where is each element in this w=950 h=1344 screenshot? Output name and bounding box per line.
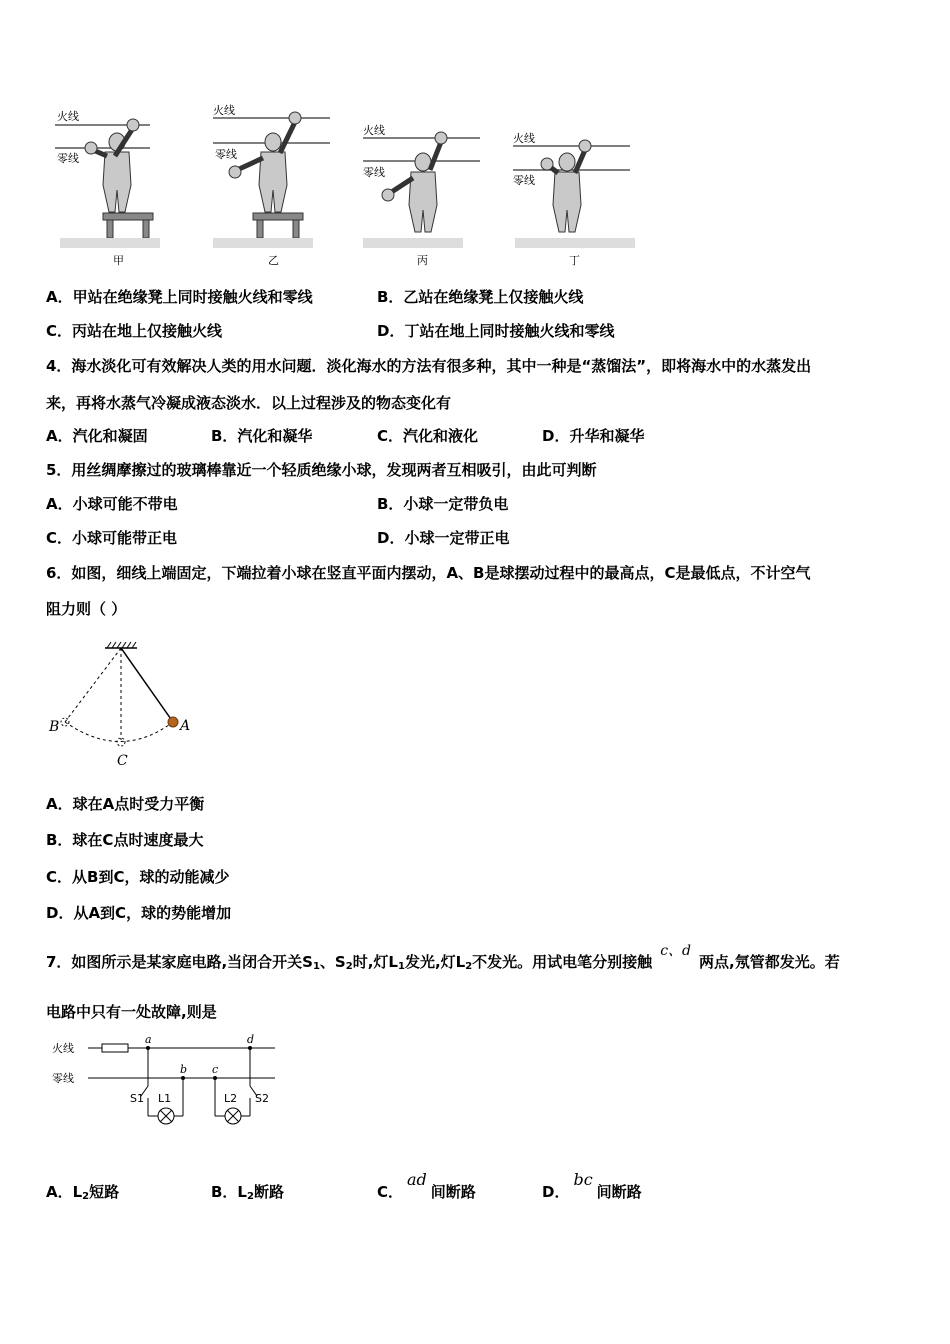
q3-label-neutral-2: 零线	[215, 148, 237, 161]
q7-points: c、d	[660, 943, 691, 959]
q7-option-b-suffix: 断路	[253, 1183, 284, 1201]
q7-option-a-prefix: A．L	[46, 1183, 83, 1201]
q4-option-c[interactable]: C．汽化和液化	[377, 427, 479, 445]
person-bing-figure	[363, 123, 480, 267]
circuit-label-d: d	[247, 1033, 255, 1046]
q7-sub3: 1	[397, 961, 405, 972]
person-ding-figure	[513, 131, 635, 267]
q6-stem-line2: 阻力则（ ）	[46, 600, 127, 618]
circuit-label-s1: S1	[130, 1092, 144, 1105]
q7-stem-part6: 两点,氖管都发光。若	[699, 953, 840, 971]
q7-option-d[interactable]	[542, 1170, 642, 1202]
q7-option-d-suffix: 间断路	[596, 1183, 642, 1201]
q7-option-c-var: ad	[407, 1170, 427, 1189]
q3-label-neutral-1: 零线	[57, 152, 79, 165]
q7-option-b[interactable]	[211, 1181, 284, 1202]
q4-option-d[interactable]: D．升华和凝华	[542, 427, 645, 445]
q6-option-c[interactable]: C．从B到C，球的动能减少	[46, 868, 230, 886]
pendulum-label-b: B	[49, 719, 60, 735]
q7-sub4: 2	[465, 961, 473, 972]
q7-option-b-prefix: B．L	[211, 1183, 247, 1201]
q7-stem-part4: 发光,灯L	[404, 953, 466, 971]
circuit-label-s2: S2	[255, 1092, 269, 1105]
person-jia-figure	[55, 109, 160, 267]
q3-option-c[interactable]: C．丙站在地上仅接触火线	[46, 322, 223, 340]
q3-label-live-1: 火线	[57, 110, 79, 123]
circuit-label-l1: L1	[158, 1092, 172, 1105]
q5-option-a[interactable]: A．小球可能不带电	[46, 495, 178, 513]
pendulum-label-a: A	[180, 718, 191, 734]
q3-label-neutral-3: 零线	[363, 166, 385, 179]
q7-stem-part2: 、S	[319, 953, 346, 971]
q7-stem-part3: 时,灯L	[352, 953, 398, 971]
q6-option-d[interactable]: D．从A到C，球的势能增加	[46, 904, 232, 922]
q3-label-live-2: 火线	[213, 104, 235, 117]
q4-option-b[interactable]: B．汽化和凝华	[211, 427, 313, 445]
pendulum-figure	[45, 636, 205, 771]
q7-stem-line2: 电路中只有一处故障,则是	[46, 1003, 217, 1021]
circuit-label-a: a	[145, 1033, 152, 1046]
q7-option-b-sub: 2	[247, 1191, 254, 1202]
q7-sub1: 1	[312, 961, 320, 972]
circuit-label-b: b	[180, 1063, 188, 1076]
q5-option-d[interactable]: D．小球一定带正电	[377, 529, 510, 547]
q5-stem: 5．用丝绸摩擦过的玻璃棒靠近一个轻质绝缘小球，发现两者互相吸引，由此可判断	[46, 461, 597, 479]
q3-caption-ding: 丁	[569, 254, 580, 267]
q7-option-a[interactable]	[46, 1181, 119, 1202]
pendulum-label-c: C	[117, 753, 128, 769]
q3-option-d[interactable]: D．丁站在地上同时接触火线和零线	[377, 322, 615, 340]
q7-sub2: 2	[345, 961, 353, 972]
q4-option-a[interactable]: A．汽化和凝固	[46, 427, 148, 445]
q7-stem-part1: 7．如图所示是某家庭电路,当闭合开关S	[46, 953, 313, 971]
q5-option-b[interactable]: B．小球一定带负电	[377, 495, 509, 513]
person-yi-figure	[213, 103, 330, 267]
q4-stem-line2: 来，再将水蒸气冷凝成液态淡水．以上过程涉及的物态变化有	[46, 394, 452, 412]
q6-option-a[interactable]: A．球在A点时受力平衡	[46, 795, 205, 813]
q6-stem-line1: 6．如图，细线上端固定，下端拉着小球在竖直平面内摆动，A、B是球摆动过程中的最高点，C是最低点，不计空气	[46, 564, 811, 582]
q4-stem-line1: 4．海水淡化可有效解决人类的用水问题．淡化海水的方法有很多种，其中一种是“蒸馏法”，即将海水中的水蒸发出	[46, 357, 812, 375]
q3-label-live-3: 火线	[363, 124, 385, 137]
q3-label-live-4: 火线	[513, 132, 535, 145]
circuit-label-live: 火线	[52, 1042, 74, 1055]
q3-label-neutral-4: 零线	[513, 174, 535, 187]
circuit-label-l2: L2	[224, 1092, 238, 1105]
q3-option-a[interactable]: A．甲站在绝缘凳上同时接触火线和零线	[46, 288, 313, 306]
q7-option-c-prefix: C．	[377, 1183, 404, 1201]
circuit-label-neutral: 零线	[52, 1072, 74, 1085]
q3-caption-yi: 乙	[268, 254, 279, 267]
q3-caption-bing: 丙	[417, 254, 428, 267]
q3-caption-jia: 甲	[113, 254, 124, 267]
q3-option-b[interactable]: B．乙站在绝缘凳上仅接触火线	[377, 288, 584, 306]
q5-option-c[interactable]: C．小球可能带正电	[46, 529, 178, 547]
circuit-figure	[50, 1034, 280, 1134]
q7-stem-part5: 不发光。用试电笔分别接触	[472, 953, 653, 971]
q6-option-b[interactable]: B．球在C点时速度最大	[46, 831, 204, 849]
q7-option-c[interactable]	[377, 1170, 476, 1202]
circuit-label-c: c	[212, 1063, 219, 1076]
q7-stem-line1	[46, 943, 840, 972]
q7-option-a-sub: 2	[82, 1191, 90, 1202]
q7-option-a-suffix: 短路	[89, 1183, 120, 1201]
q3-figure	[55, 98, 645, 268]
q7-option-d-var: bc	[573, 1170, 593, 1189]
q7-option-c-suffix: 间断路	[430, 1183, 476, 1201]
q7-option-d-prefix: D．	[542, 1183, 570, 1201]
